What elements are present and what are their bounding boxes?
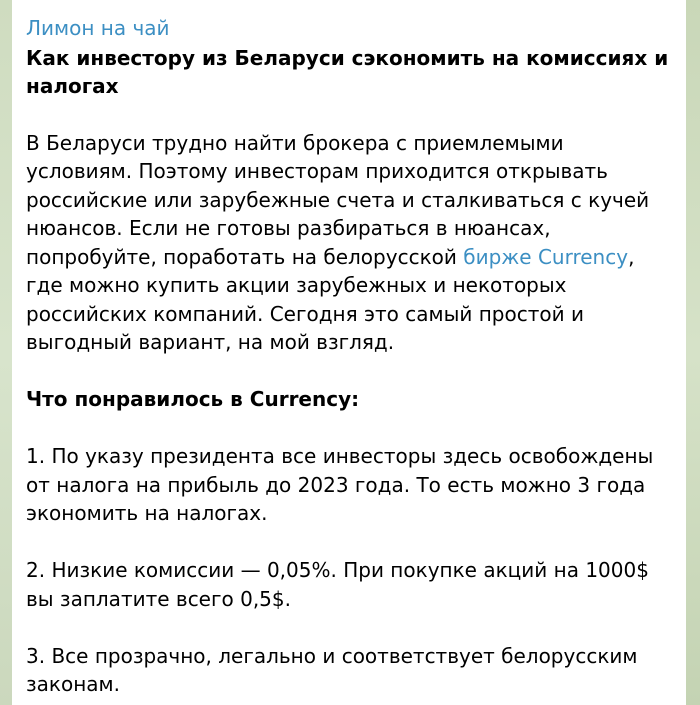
chat-background-right — [686, 0, 700, 705]
intro-text-after: , где можно купить акции зарубежных и некоторых российских компаний. Сегодня это самый простой и выгодный вариант, на мой взгляд. — [26, 244, 635, 354]
list-item-2: 2. Низкие комиссии — 0,05%. При покупке акций на 1000$ вы заплатите всего 0,5$. — [26, 558, 649, 611]
chat-background-left — [0, 0, 12, 705]
channel-name-link[interactable]: Лимон на чай — [26, 16, 170, 40]
section-heading: Что понравилось в Currency: — [26, 387, 360, 411]
list-item-3: 3. Все прозрачно, легально и соответствует белорусским законам. — [26, 643, 638, 696]
message-bubble — [12, 0, 686, 705]
post-intro — [26, 129, 672, 357]
list-item-1: 1. По указу президента все инвесторы здесь освобождены от налога на прибыль до 2023 года. То есть можно 3 года экономить на налогах. — [26, 444, 654, 525]
currency-exchange-link[interactable]: бирже Currency — [463, 244, 629, 269]
post-title: Как инвестору из Беларуси сэкономить на комиссиях и налогах — [26, 46, 669, 98]
intro-text-before: В Беларуси трудно найти брокера с приемлемыми условиям. Поэтому инвесторам приходится открывать российские или зарубежные счета и сталкиваться с кучей нюансов. Если не готовы разбираться в нюансах, попробуйте, поработать на белорусской — [26, 130, 650, 269]
